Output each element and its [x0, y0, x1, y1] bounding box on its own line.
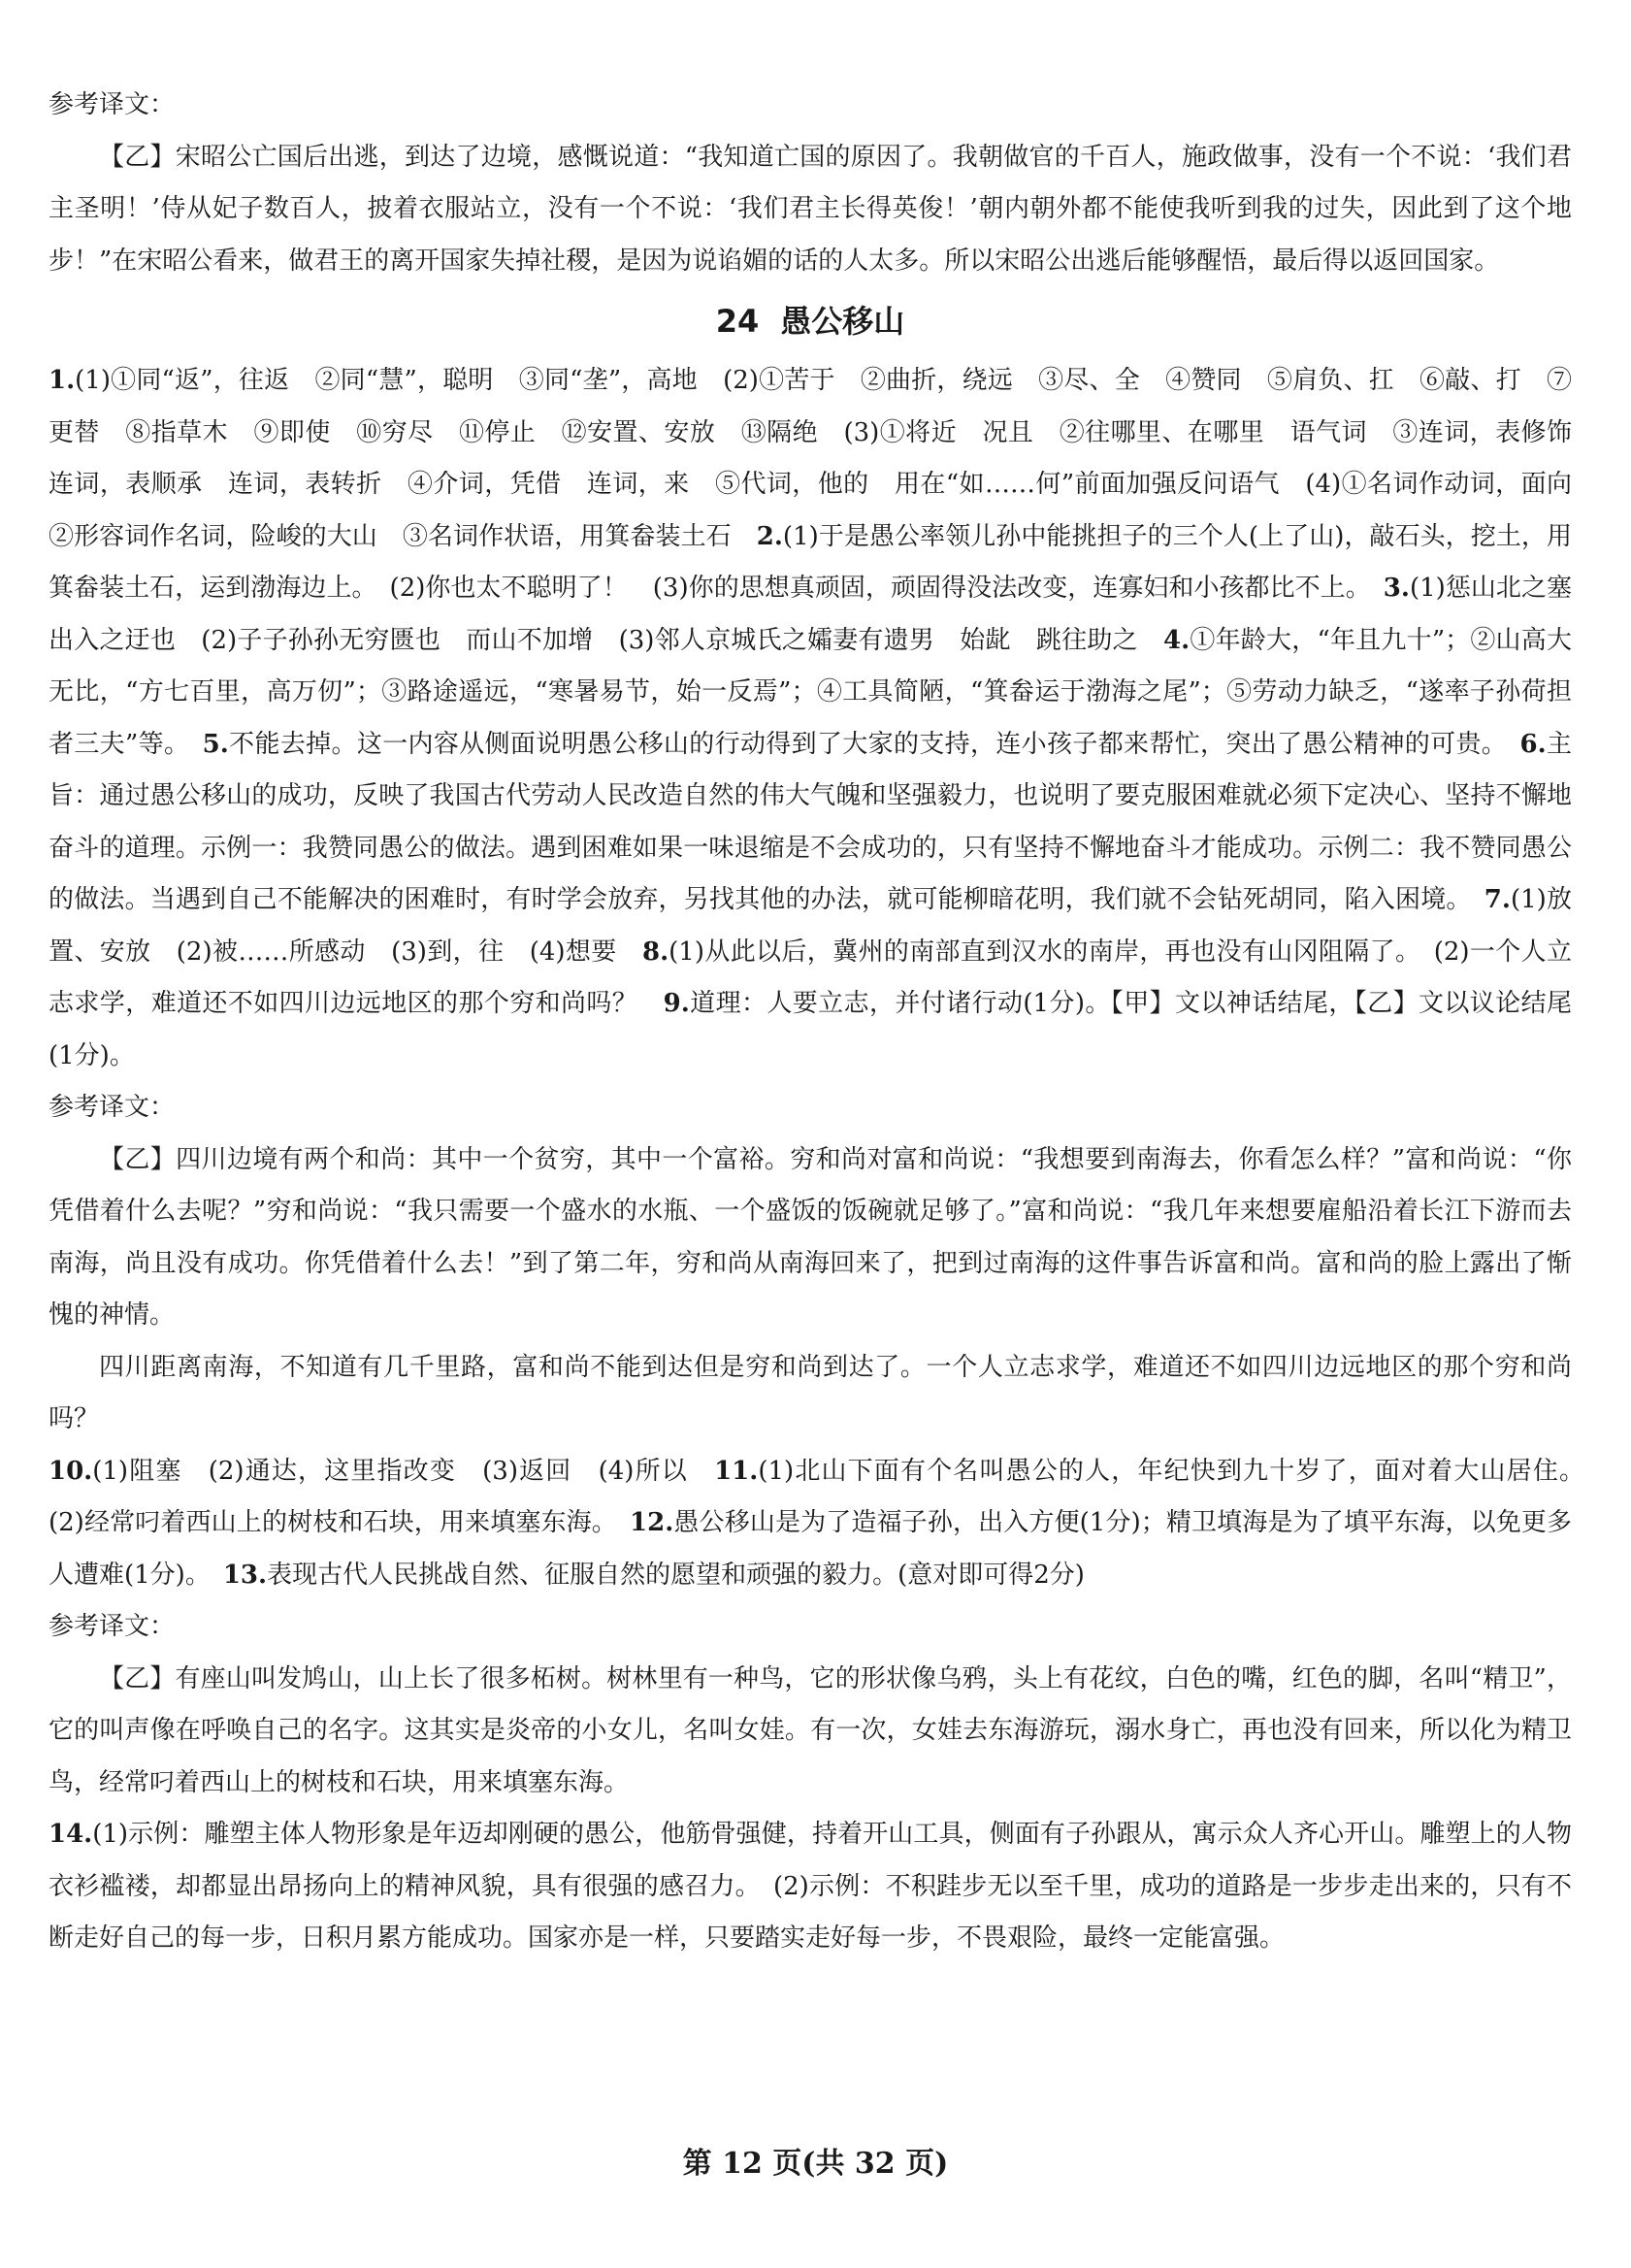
- answer-text: 不能去掉。这一内容从侧面说明愚公移山的行动得到了大家的支持，连小孩子都来帮忙，突出了愚公精神的可贵。: [228, 729, 1520, 759]
- translation-paragraph-jingwei: 【乙】有座山叫发鸠山，山上长了很多柘树。树林里有一种鸟，它的形状像乌鸦，头上有花纹，白色的嘴，红色的脚，名叫“精卫”，它的叫声像在呼唤自己的名字。这其实是炎帝的小女儿，名叫女娃。有一次，女娃去东海游玩，溺水身亡，再也没有回来，所以化为精卫鸟，经常叼着西山上的树枝和石块，用来填塞东海。: [49, 1663, 1572, 1797]
- section-name: 愚公移山: [780, 303, 905, 340]
- answer-text: 表现古代人民挑战自然、征服自然的愿望和顽强的毅力。(意对即可得2分): [267, 1560, 1085, 1590]
- answers-10-to-13: [49, 1446, 1597, 1602]
- question-number: 12.: [630, 1508, 674, 1537]
- answer-page: [49, 80, 1598, 1965]
- question-number: 8.: [642, 937, 669, 967]
- answer-text: (1)①同“返”，往返 ②同“慧”，聪明 ③同“垄”，高地 (2)①苦于 ②曲折，绕远 ③尽、全 ④赞同 ⑤肩负、扛 ⑥敲、打 ⑦更替 ⑧指草木 ⑨即使 ⑩穷尽 ⑪停止 ⑫安置、安放 ⑬隔绝 (3)①将近 况且 ②往哪里、在哪里 语气词 ③连词，表修饰 连词，表顺承 连词，表转折 ④介词，凭借 连词，来 ⑤代词，他的 用在“如……何”前面加强反问语气 (4)①名词作动词，面向 ②形容词作名词，险峻的大山 ③名词作状语，用箕畚装土石: [49, 366, 1598, 551]
- section-number: 24: [715, 303, 760, 340]
- translation-paragraph-monks-2: 四川距离南海，不知道有几千里路，富和尚不能到达但是穷和尚到达了。一个人立志求学，难道还不如四川边远地区的那个穷和尚吗？: [49, 1352, 1572, 1433]
- answer-text: (1)惩山北之塞 出入之迂也 (2)子子孙孙无穷匮也 而山不加增 (3)邻人京城氏之孀妻有遗男 始龀 跳往助之: [49, 574, 1597, 655]
- answer-text: (1)阻塞 (2)通达，这里指改变 (3)返回 (4)所以: [92, 1456, 715, 1486]
- question-number: 13.: [222, 1560, 268, 1590]
- answer-text: 愚公移山是为了造福子孙，出入方便(1分)；精卫填海是为了填平东海，以免更多人遭难(1分)。: [49, 1508, 1572, 1590]
- translation-paragraph-song-zhaogong: 【乙】宋昭公亡国后出逃，到达了边境，感慨说道：“我知道亡国的原因了。我朝做官的千百人，施政做事，没有一个不说：‘我们君主圣明！’侍从妃子数百人，披着衣服站立，没有一个不说：‘我们君主长得英俊！’朝内朝外都不能使我听到我的过失，因此到了这个地步！”在宋昭公看来，做君王的离开国家失掉社稷，是因为说谄媚的话的人太多。所以宋昭公出逃后能够醒悟，最后得以返回国家。: [49, 142, 1572, 276]
- translation-paragraph-monks: 【乙】四川边境有两个和尚：其中一个贫穷，其中一个富裕。穷和尚对富和尚说：“我想要到南海去，你看怎么样？”富和尚说：“你凭借着什么去呢？”穷和尚说：“我只需要一个盛水的水瓶、一个盛饭的饭碗就足够了。”富和尚说：“我几年来想要雇船沿着长江下游而去南海，尚且没有成功。你凭借着什么去！”到了第二年，穷和尚从南海回来了，把到过南海的这件事告诉富和尚。富和尚的脸上露出了惭愧的神情。: [49, 1144, 1572, 1330]
- question-number: 14.: [49, 1820, 93, 1849]
- question-number: 11.: [714, 1456, 759, 1486]
- answer-text: (1)示例：雕塑主体人物形象是年迈却刚硬的愚公，他筋骨强健，持着开山工具，侧面有子孙跟从，寓示众人齐心开山。雕塑上的人物衣衫褴褛，却都显出昂扬向上的精神风貌，具有很强的感召力。 (2)示例：不积跬步无以至千里，成功的道路是一步步走出来的，只有不断走好自己的每一步，日积月累方能成功。国家亦是一样，只要踏实走好每一步，不畏艰险，最终一定能富强。: [49, 1820, 1572, 1953]
- answer-text: (1)于是愚公率领儿孙中能挑担子的三个人(上了山)，敲石头，挖土，用箕畚装土石，运到渤海边上。 (2)你也太不聪明了！ (3)你的思想真顽固，顽固得没法改变，连寡妇和小孩都比不上。: [49, 521, 1572, 603]
- page-footer: 第 12 页(共 32 页): [682, 2147, 949, 2181]
- answer-14: [49, 1809, 1572, 1965]
- question-number: 10.: [49, 1456, 93, 1486]
- question-number: 4.: [1162, 625, 1191, 655]
- answer-text: ①年龄大，“年且九十”；②山高大无比，“方七百里，高万仞”；③路途遥远，“寒暑易节，始一反焉”；④工具简陋，“箕畚运于渤海之尾”；⑤劳动力缺乏，“遂率子孙荷担者三夫”等。: [49, 625, 1572, 759]
- question-number: 9.: [663, 989, 690, 1018]
- question-number: 1.: [49, 366, 76, 395]
- answer-text: 道理：人要立志，并付诸行动(1分)。【甲】文以神话结尾，【乙】文以议论结尾(1分)。: [49, 989, 1572, 1070]
- question-number: 2.: [756, 521, 783, 551]
- answer-text: (1)从此以后，冀州的南部直到汉水的南岸，再也没有山冈阻隔了。 (2)一个人立志求学，难道还不如四川边远地区的那个穷和尚吗？: [49, 937, 1572, 1018]
- answer-text: (1)放置、安放 (2)被……所感动 (3)到，往 (4)想要: [49, 885, 1572, 967]
- reference-translation-label: 参考译文：: [49, 1612, 176, 1641]
- question-number: 3.: [1383, 574, 1410, 603]
- question-number: 5.: [202, 729, 229, 759]
- section-title: [49, 287, 1572, 355]
- answer-text: 主旨：通过愚公移山的成功，反映了我国古代劳动人民改造自然的伟大气魄和坚强毅力，也说明了要克服困难就必须下定决心、坚持不懈地奋斗的道理。示例一：我赞同愚公的做法。遇到困难如果一味退缩是不会成功的，只有坚持不懈地奋斗才能成功。示例二：我不赞同愚公的做法。当遇到自己不能解决的困难时，有时学会放弃，另找其他的办法，就可能柳暗花明，我们就不会钻死胡同，陷入困境。: [49, 729, 1572, 914]
- answer-text: (1)北山下面有个名叫愚公的人，年纪快到九十岁了，面对着大山居住。 (2)经常叼着西山上的树枝和石块，用来填塞东海。: [49, 1456, 1597, 1537]
- reference-translation-label: 参考译文：: [49, 1093, 176, 1122]
- reference-translation-label: 参考译文：: [49, 90, 176, 119]
- question-number: 7.: [1484, 885, 1511, 914]
- answers-1-to-9: [49, 355, 1598, 1082]
- question-number: 6.: [1519, 729, 1547, 759]
